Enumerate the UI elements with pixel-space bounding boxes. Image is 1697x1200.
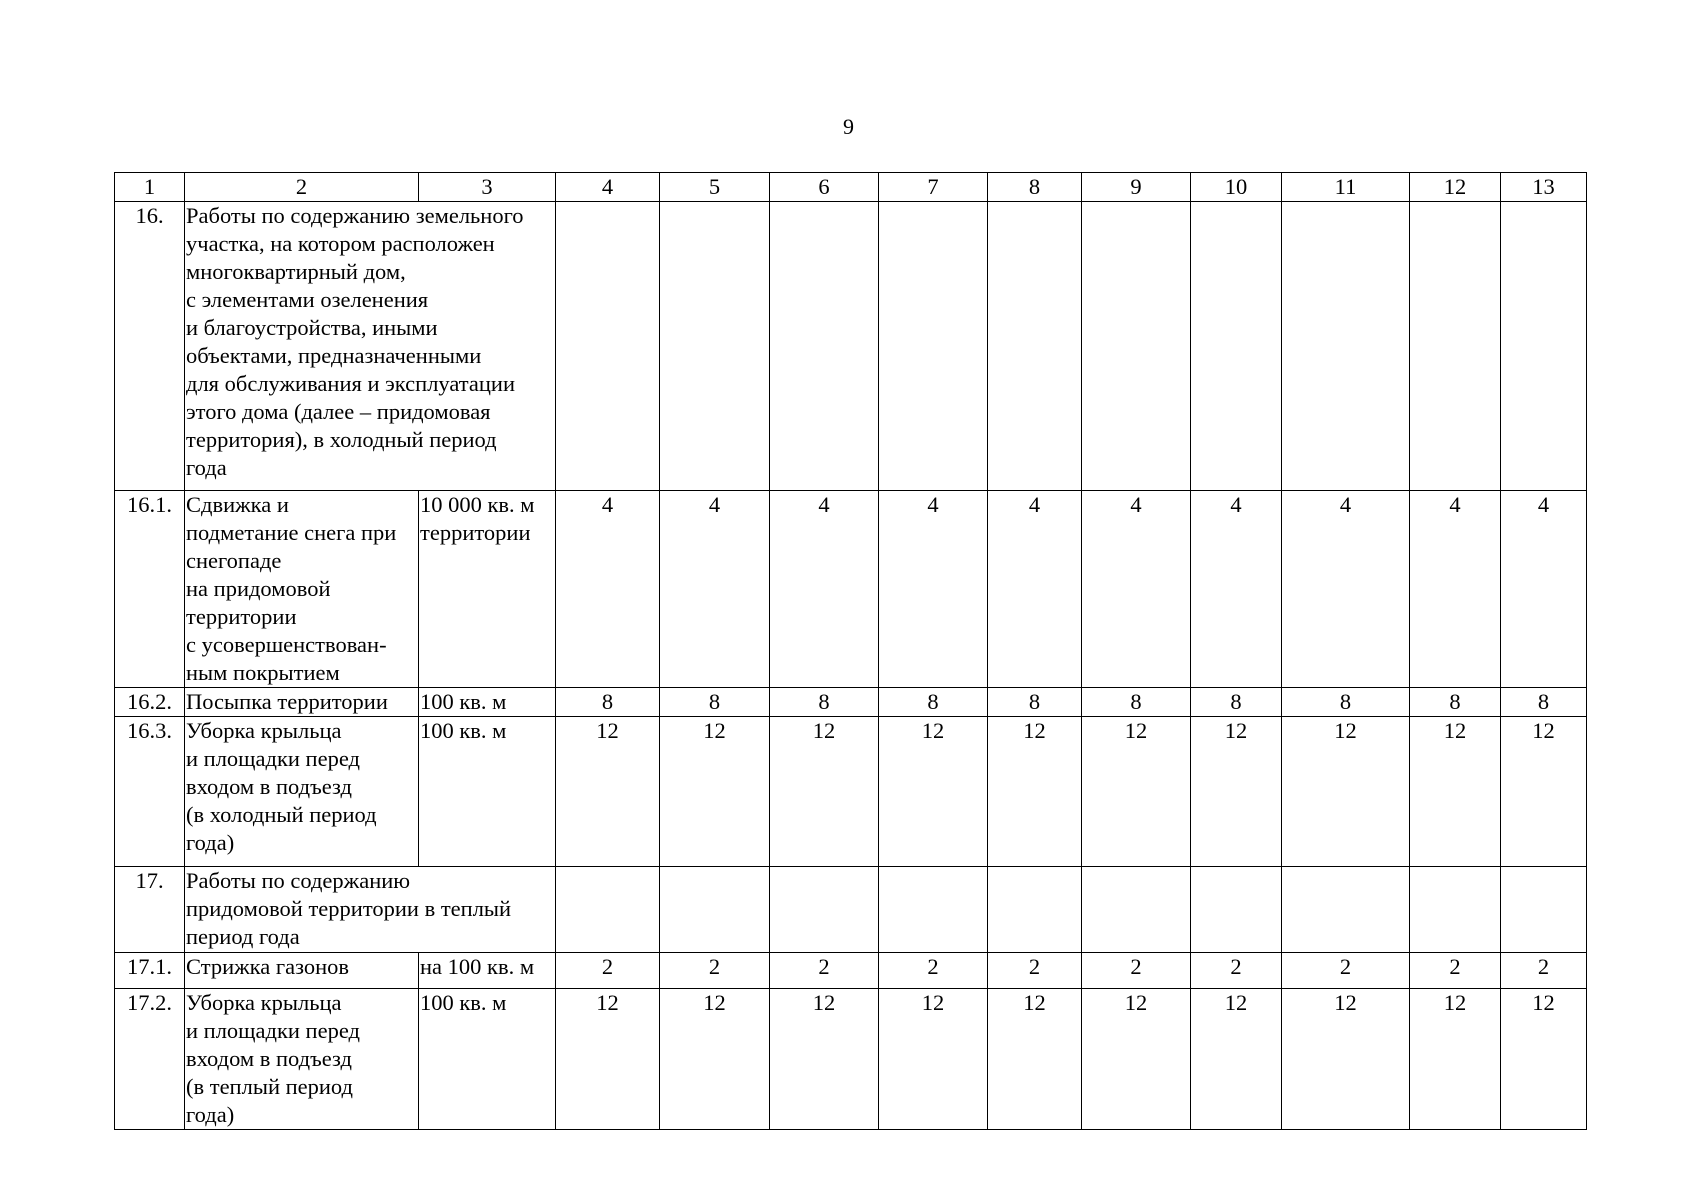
work-name-line: Стрижка газонов [186,954,349,979]
work-name-line: многоквартирный дом, [186,259,406,284]
work-name-line: (в холодный период [186,802,377,827]
work-name [185,202,556,491]
value-cell-col-13 [1501,202,1587,491]
work-name-line: года) [186,1102,235,1127]
table-row [115,202,1587,491]
unit-of-measure [419,717,556,867]
value-cell-col-11: 12 [1282,989,1410,1130]
unit-line: 10 000 кв. м [420,492,535,517]
value-cell-col-10: 4 [1191,491,1282,688]
value-cell-col-12 [1410,202,1501,491]
works-table [114,172,1587,1130]
value-cell-col-10: 12 [1191,717,1282,867]
value-cell-col-5: 2 [660,953,770,989]
value-cell-col-13: 12 [1501,989,1587,1130]
value-cell-col-6: 8 [770,688,879,717]
work-name-line: этого дома (далее – придомовая [186,399,491,424]
value-cell-col-9 [1082,202,1191,491]
work-name-line: участка, на котором расположен [186,231,495,256]
unit-line: территории [420,520,531,545]
table-header-row [115,173,1587,202]
unit-line: 100 кв. м [420,990,507,1015]
value-cell-col-12: 8 [1410,688,1501,717]
value-cell-col-11: 12 [1282,717,1410,867]
table-row [115,688,1587,717]
value-cell-col-13: 4 [1501,491,1587,688]
value-cell-col-6: 4 [770,491,879,688]
value-cell-col-4: 12 [556,717,660,867]
value-cell-col-11 [1282,867,1410,953]
value-cell-col-5: 12 [660,989,770,1130]
work-name-line: года [186,455,227,480]
value-cell-col-6 [770,867,879,953]
value-cell-col-12: 4 [1410,491,1501,688]
column-header-11: 11 [1282,173,1410,202]
table-row [115,867,1587,953]
unit-of-measure [419,688,556,717]
value-cell-col-6: 12 [770,989,879,1130]
value-cell-col-10 [1191,202,1282,491]
value-cell-col-13: 12 [1501,717,1587,867]
value-cell-col-5 [660,867,770,953]
value-cell-col-4: 8 [556,688,660,717]
column-header-10: 10 [1191,173,1282,202]
row-number: 16.2. [115,688,185,717]
value-cell-col-11: 8 [1282,688,1410,717]
work-name-line: объектами, предназначенными [186,343,482,368]
work-name-line: территории [186,604,297,629]
work-name-line: и площадки перед [186,1018,360,1043]
row-number: 17. [115,867,185,953]
page-number: 9 [843,114,854,139]
value-cell-col-10 [1191,867,1282,953]
work-name-line: снегопаде [186,548,282,573]
table-row [115,491,1587,688]
value-cell-col-9: 8 [1082,688,1191,717]
row-number: 16.1. [115,491,185,688]
work-name-line: на придомовой [186,576,331,601]
value-cell-col-12: 2 [1410,953,1501,989]
value-cell-col-9: 12 [1082,717,1191,867]
column-header-6: 6 [770,173,879,202]
column-header-12: 12 [1410,173,1501,202]
work-name-line: и благоустройства, иными [186,315,438,340]
value-cell-col-9: 2 [1082,953,1191,989]
value-cell-col-4: 12 [556,989,660,1130]
work-name-line: Работы по содержанию земельного [186,203,524,228]
row-number: 16. [115,202,185,491]
value-cell-col-7: 12 [879,717,988,867]
unit-line: на 100 кв. м [420,954,535,979]
value-cell-col-8: 12 [988,717,1082,867]
value-cell-col-12: 12 [1410,989,1501,1130]
row-number: 17.1. [115,953,185,989]
value-cell-col-10: 2 [1191,953,1282,989]
work-name-line: (в теплый период [186,1074,353,1099]
table-row [115,717,1587,867]
column-header-5: 5 [660,173,770,202]
work-name [185,688,419,717]
work-name-line: территория), в холодный период [186,427,497,452]
value-cell-col-8 [988,202,1082,491]
work-name-line: с элементами озеленения [186,287,429,312]
value-cell-col-10: 12 [1191,989,1282,1130]
column-header-8: 8 [988,173,1082,202]
work-name-line: для обслуживания и эксплуатации [186,371,515,396]
value-cell-col-7: 12 [879,989,988,1130]
value-cell-col-12: 12 [1410,717,1501,867]
value-cell-col-5: 12 [660,717,770,867]
column-header-9: 9 [1082,173,1191,202]
unit-of-measure [419,491,556,688]
value-cell-col-4 [556,867,660,953]
column-header-3: 3 [419,173,556,202]
work-name-line: и площадки перед [186,746,360,771]
unit-line: 100 кв. м [420,718,507,743]
value-cell-col-6: 2 [770,953,879,989]
value-cell-col-9: 12 [1082,989,1191,1130]
value-cell-col-9 [1082,867,1191,953]
value-cell-col-7: 8 [879,688,988,717]
row-number: 17.2. [115,989,185,1130]
unit-of-measure [419,989,556,1130]
unit-of-measure [419,953,556,989]
work-name [185,717,419,867]
column-header-13: 13 [1501,173,1587,202]
work-name [185,491,419,688]
work-name [185,867,556,953]
work-name [185,989,419,1130]
value-cell-col-8: 12 [988,989,1082,1130]
value-cell-col-5 [660,202,770,491]
value-cell-col-9: 4 [1082,491,1191,688]
value-cell-col-7 [879,202,988,491]
value-cell-col-13: 8 [1501,688,1587,717]
table-row [115,953,1587,989]
value-cell-col-4: 4 [556,491,660,688]
column-header-4: 4 [556,173,660,202]
value-cell-col-7: 4 [879,491,988,688]
value-cell-col-4: 2 [556,953,660,989]
work-name-line: период года [186,924,300,949]
work-name-line: Посыпка территории [186,689,388,714]
value-cell-col-7 [879,867,988,953]
work-name-line: ным покрытием [186,660,340,685]
row-number: 16.3. [115,717,185,867]
value-cell-col-10: 8 [1191,688,1282,717]
value-cell-col-11: 2 [1282,953,1410,989]
table-row [115,989,1587,1130]
work-name-line: с усовершенствован- [186,632,387,657]
work-name-line: года) [186,830,235,855]
column-header-2: 2 [185,173,419,202]
value-cell-col-6: 12 [770,717,879,867]
work-name-line: придомовой территории в теплый [186,896,512,921]
work-name [185,953,419,989]
value-cell-col-11: 4 [1282,491,1410,688]
work-name-line: входом в подъезд [186,1046,352,1071]
work-name-line: Уборка крыльца [186,718,342,743]
value-cell-col-11 [1282,202,1410,491]
value-cell-col-4 [556,202,660,491]
unit-line: 100 кв. м [420,689,507,714]
value-cell-col-12 [1410,867,1501,953]
value-cell-col-5: 4 [660,491,770,688]
value-cell-col-8: 8 [988,688,1082,717]
value-cell-col-13: 2 [1501,953,1587,989]
work-name-line: Сдвижка и [186,492,289,517]
work-name-line: Уборка крыльца [186,990,342,1015]
column-header-7: 7 [879,173,988,202]
value-cell-col-5: 8 [660,688,770,717]
value-cell-col-7: 2 [879,953,988,989]
value-cell-col-8: 2 [988,953,1082,989]
work-name-line: подметание снега при [186,520,397,545]
column-header-1: 1 [115,173,185,202]
value-cell-col-8: 4 [988,491,1082,688]
work-name-line: Работы по содержанию [186,868,411,893]
value-cell-col-13 [1501,867,1587,953]
work-name-line: входом в подъезд [186,774,352,799]
value-cell-col-6 [770,202,879,491]
value-cell-col-8 [988,867,1082,953]
